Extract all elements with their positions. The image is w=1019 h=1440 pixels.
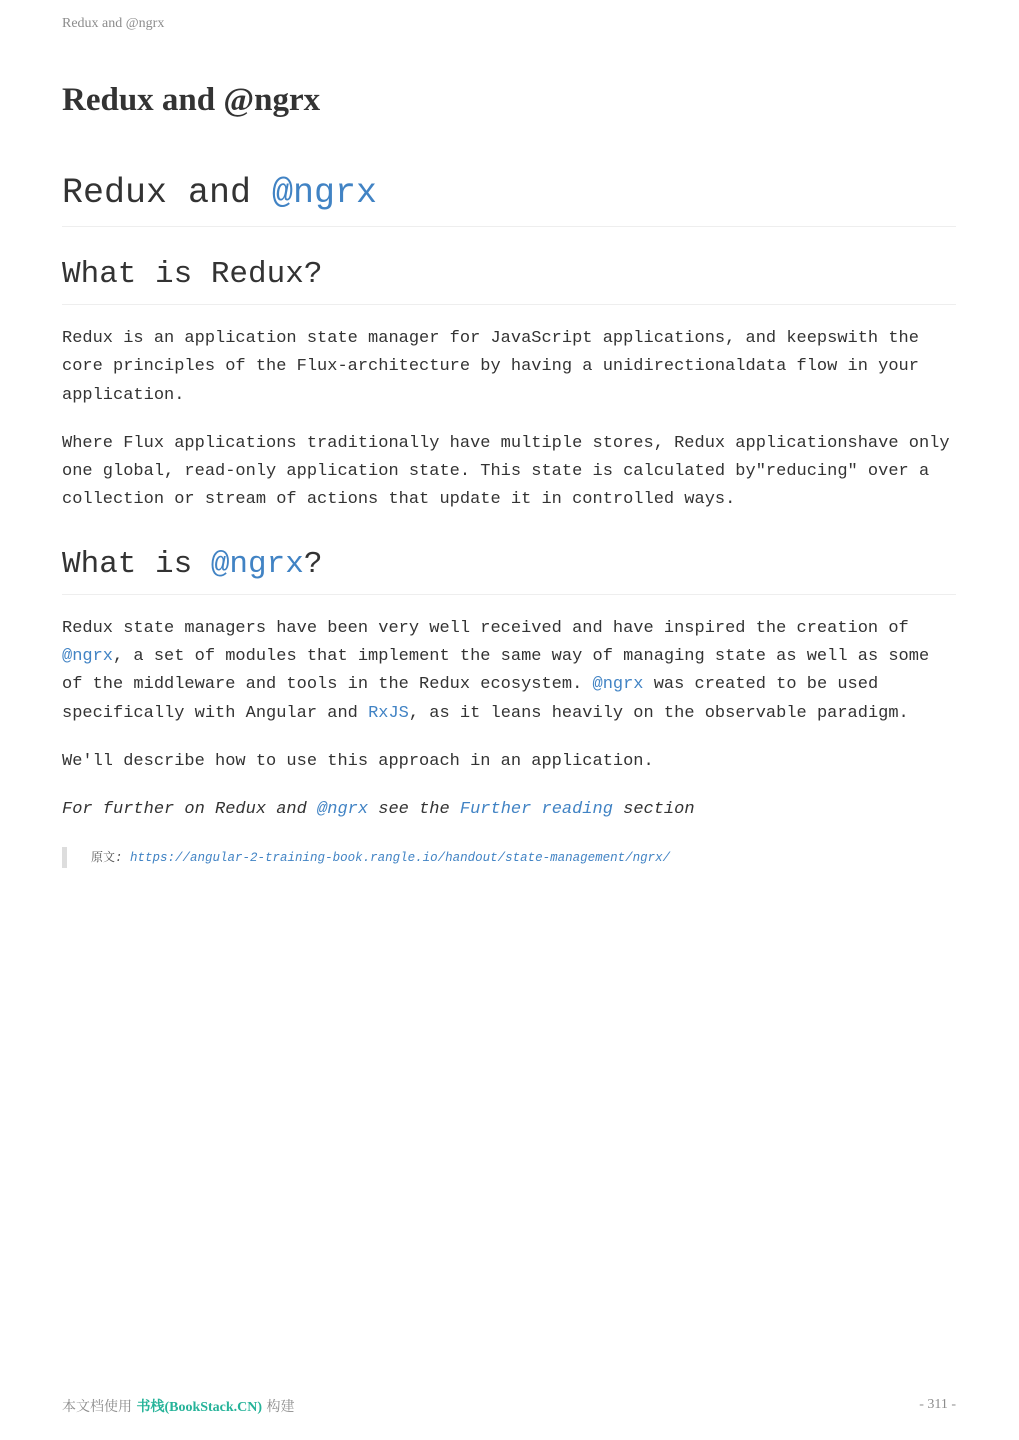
footer-prefix: 本文档使用 — [62, 1399, 137, 1415]
ngrx-link[interactable]: @ngrx — [62, 647, 114, 667]
bookstack-link[interactable]: 书栈(BookStack.CN) — [136, 1400, 263, 1415]
redux-paragraph-1: Redux is an application state manager for JavaScript applications, and keepswith the core principles of the Flux-architecture by having a unidirectionaldata flow in your application. — [62, 329, 919, 405]
text-segment: Redux state managers have been very well received and have inspired the creation of — [62, 618, 909, 638]
further-reading-note — [62, 796, 956, 824]
source-label: 原文 — [91, 849, 116, 864]
further-reading-link[interactable]: Further reading — [459, 800, 613, 820]
ngrx-paragraph-2: We'll describe how to use this approach in an application. — [62, 751, 654, 771]
article-content — [62, 170, 956, 868]
ngrx-link[interactable]: @ngrx — [272, 173, 378, 213]
page-number: - 311 - — [919, 1397, 956, 1412]
source-url-link[interactable]: https://angular-2-training-book.rangle.io/handout/state-management/ngrx/ — [130, 850, 671, 865]
footer-suffix: 构建 — [262, 1399, 295, 1415]
text-segment: section — [612, 800, 695, 820]
source-blockquote — [62, 847, 956, 868]
what-is-redux-heading: What is Redux? — [62, 255, 956, 305]
text-segment: For further on Redux and — [62, 800, 318, 820]
text-segment: , as it leans heavily on the observable paradigm. — [408, 703, 909, 723]
heading-suffix: ? — [303, 546, 323, 582]
heading-prefix: What is — [62, 546, 211, 582]
ngrx-link[interactable]: @ngrx — [317, 800, 369, 820]
redux-paragraph-2: Where Flux applications traditionally have multiple stores, Redux applicationshave only one global, read-only application state. This state is calculated by"reducing" over a collection or stream of actions that update it in controlled ways. — [62, 433, 950, 510]
source-colon: : — [115, 850, 131, 865]
section-title-text: Redux and — [62, 173, 273, 213]
doc-title: Redux and @ngrx — [62, 82, 321, 118]
ngrx-heading-link[interactable]: @ngrx — [210, 546, 304, 582]
rxjs-link[interactable]: RxJS — [368, 703, 409, 723]
text-segment: , a set of modules that implement the same way of managing state as well as some of the middleware and tools in the Redux ecosystem. — [62, 647, 930, 695]
running-header: Redux and @ngrx — [62, 16, 165, 31]
footer-credit — [62, 1396, 295, 1416]
section-title — [62, 170, 956, 227]
text-segment: see the — [368, 800, 460, 820]
ngrx-paragraph-1 — [62, 615, 956, 728]
text-segment: was created to be used specifically with Angular and — [62, 675, 879, 723]
ngrx-link[interactable]: @ngrx — [592, 675, 644, 695]
what-is-ngrx-heading — [62, 545, 956, 595]
